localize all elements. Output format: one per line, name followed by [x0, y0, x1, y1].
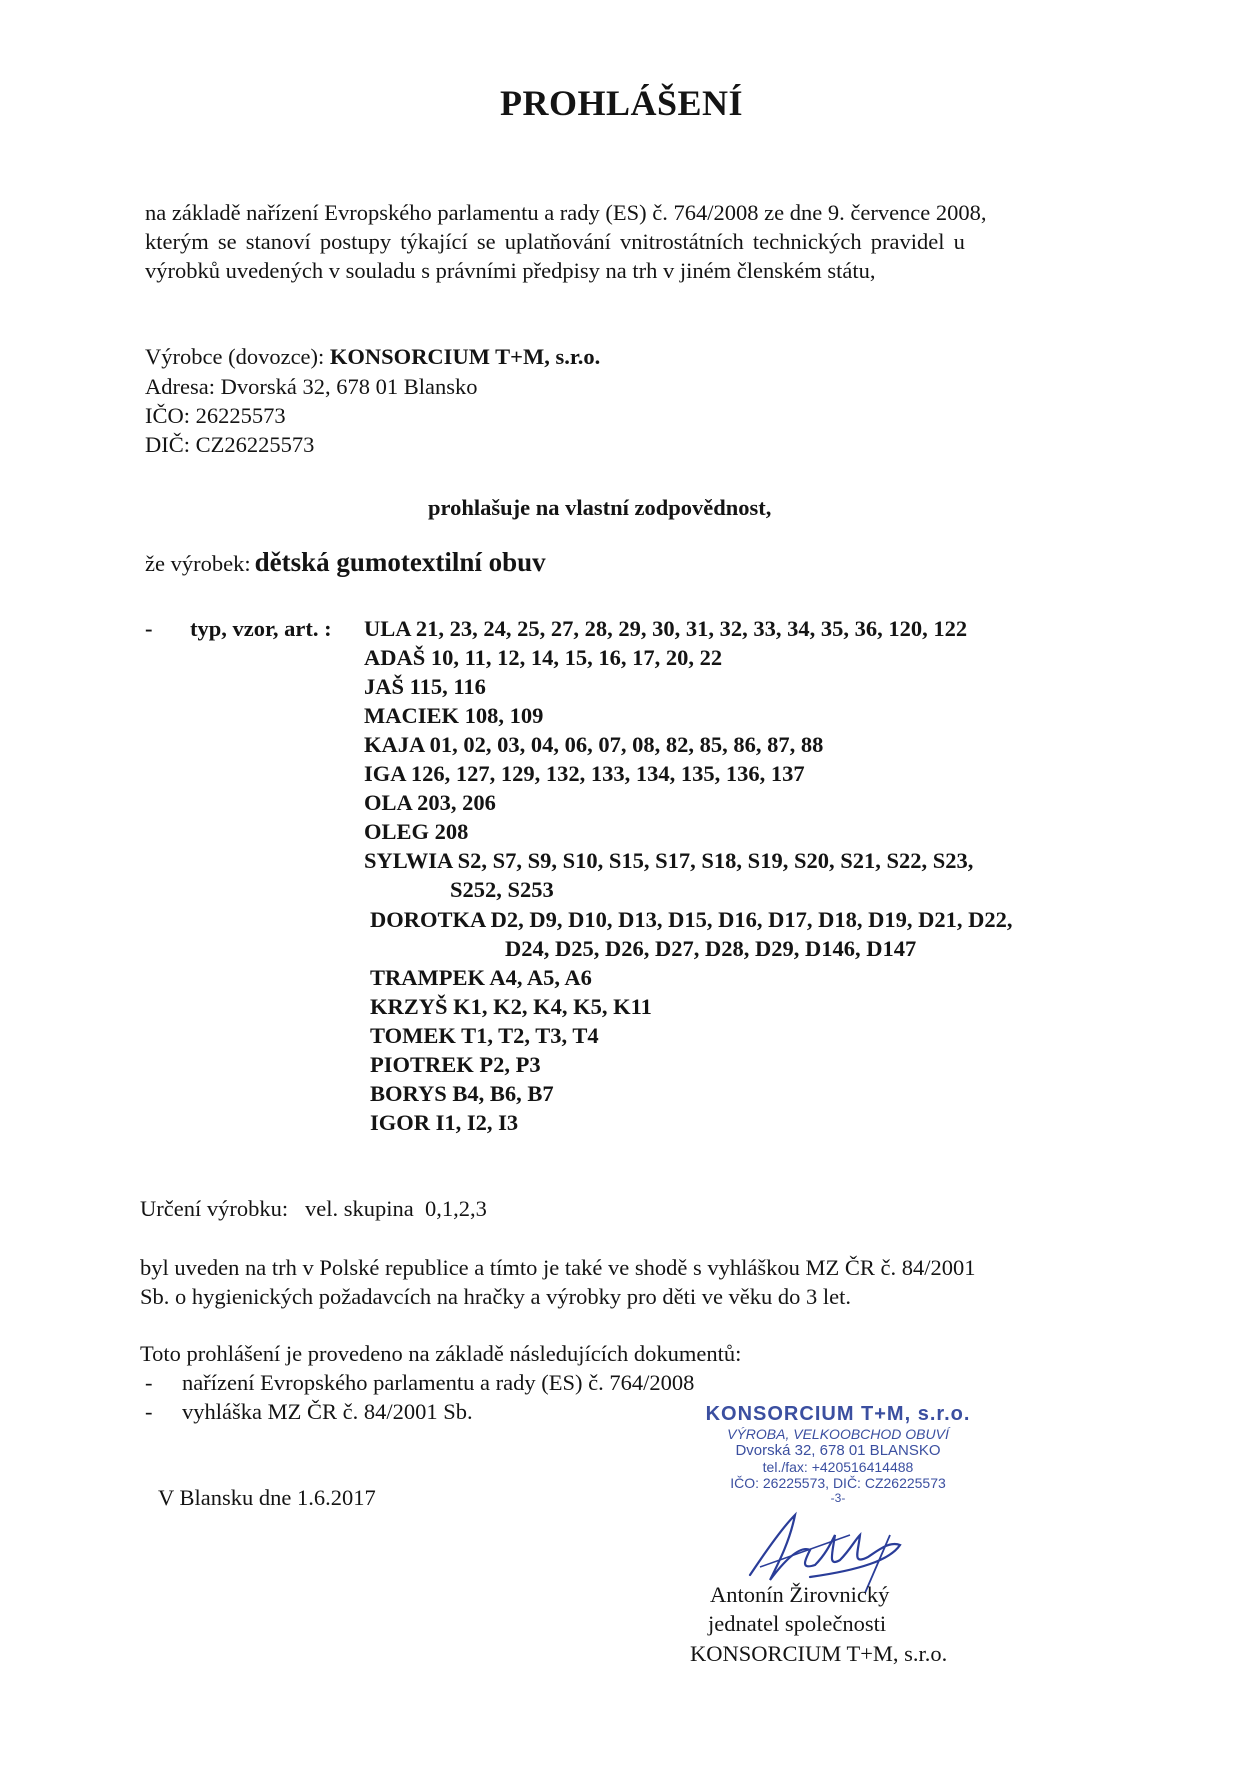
type-line: KRZYŠ K1, K2, K4, K5, K11: [370, 994, 652, 1019]
manufacturer-label: Výrobce (dovozce):: [145, 344, 325, 369]
market-line-2: Sb. o hygienických požadavcích na hračky a výrobky pro děti ve věku do 3 let.: [140, 1284, 852, 1309]
type-line: OLEG 208: [364, 819, 469, 844]
documents-dash: -: [145, 1399, 153, 1424]
document-title: PROHLÁŠENÍ: [500, 83, 744, 123]
company-stamp: [678, 1403, 998, 1505]
type-line: SYLWIA S2, S7, S9, S10, S15, S17, S18, S19, S20, S21, S22, S23,: [364, 848, 974, 873]
stamp-line: KONSORCIUM T+M, s.r.o.: [705, 1403, 971, 1425]
declaration-heading: prohlašuje na vlastní zodpovědnost,: [428, 495, 772, 520]
types-dash: -: [145, 616, 153, 641]
type-line: ADAŠ 10, 11, 12, 14, 15, 16, 17, 20, 22: [364, 645, 723, 670]
market-line-1: byl uveden na trh v Polské republice a tímto je také ve shodě s vyhláškou MZ ČR č. 84/2001: [140, 1255, 976, 1280]
place-date: V Blansku dne 1.6.2017: [158, 1485, 376, 1510]
stamp-line: VÝROBA, VELKOOBCHOD OBUVÍ: [727, 1426, 949, 1442]
manufacturer-dic: DIČ: CZ26225573: [145, 432, 315, 457]
signatory-role: jednatel společnosti: [708, 1611, 887, 1636]
documents-intro: Toto prohlášení je provedeno na základě následujících dokumentů:: [140, 1341, 742, 1366]
type-line: IGOR I1, I2, I3: [370, 1110, 519, 1135]
documents-item: nařízení Evropského parlamentu a rady (ES) č. 764/2008: [182, 1370, 695, 1395]
signatory-company: KONSORCIUM T+M, s.r.o.: [690, 1641, 948, 1666]
product-value: dětská gumotextilní obuv: [254, 547, 546, 577]
type-line: TRAMPEK A4, A5, A6: [370, 965, 592, 990]
type-line: OLA 203, 206: [364, 790, 496, 815]
product-label: že výrobek:: [145, 551, 251, 576]
intro-line-2: kterým se stanoví postupy týkající se uplatňování vnitrostátních technických pravidel u: [145, 229, 965, 254]
manufacturer-name: KONSORCIUM T+M, s.r.o.: [329, 344, 601, 369]
type-line: D24, D25, D26, D27, D28, D29, D146, D147: [505, 936, 917, 961]
manufacturer-address: Adresa: Dvorská 32, 678 01 Blansko: [145, 374, 478, 399]
type-line: ULA 21, 23, 24, 25, 27, 28, 29, 30, 31, 32, 33, 34, 35, 36, 120, 122: [364, 616, 968, 641]
product-purpose: Určení výrobku: vel. skupina 0,1,2,3: [140, 1196, 487, 1221]
type-line: DOROTKA D2, D9, D10, D13, D15, D16, D17, D18, D19, D21, D22,: [370, 907, 1013, 932]
product-line: [145, 547, 546, 578]
type-line: KAJA 01, 02, 03, 04, 06, 07, 08, 82, 85, 86, 87, 88: [364, 732, 824, 757]
manufacturer-ico: IČO: 26225573: [145, 403, 286, 428]
signatory-name: Antonín Žirovnický: [710, 1582, 890, 1607]
type-line: S252, S253: [450, 877, 554, 902]
type-line: TOMEK T1, T2, T3, T4: [370, 1023, 599, 1048]
type-line: MACIEK 108, 109: [364, 703, 544, 728]
manufacturer-block: [145, 342, 600, 371]
type-line: BORYS B4, B6, B7: [370, 1081, 554, 1106]
intro-line-3: výrobků uvedených v souladu s právními předpisy na trh v jiném členském státu,: [145, 258, 876, 283]
types-label: typ, vzor, art. :: [190, 616, 332, 641]
stamp-line: tel./fax: +420516414488: [762, 1459, 914, 1475]
documents-item: vyhláška MZ ČR č. 84/2001 Sb.: [182, 1399, 473, 1424]
type-line: PIOTREK P2, P3: [370, 1052, 541, 1077]
stamp-line: Dvorská 32, 678 01 BLANSKO: [735, 1442, 941, 1459]
documents-dash: -: [145, 1370, 153, 1395]
stamp-line: -3-: [830, 1491, 846, 1505]
intro-line-1: na základě nařízení Evropského parlamentu a rady (ES) č. 764/2008 ze dne 9. července 2008,: [145, 200, 987, 225]
type-line: IGA 126, 127, 129, 132, 133, 134, 135, 136, 137: [364, 761, 805, 786]
type-line: JAŠ 115, 116: [364, 674, 486, 699]
stamp-line: IČO: 26225573, DIČ: CZ26225573: [730, 1475, 946, 1491]
